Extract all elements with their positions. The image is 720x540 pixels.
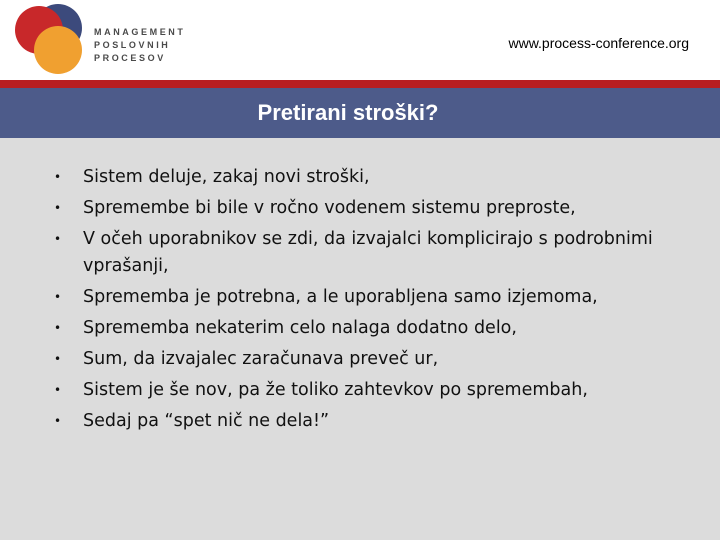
list-item	[54, 377, 694, 404]
brand-line: PROCESOV	[94, 53, 166, 63]
conference-url: www.process-conference.org	[508, 35, 689, 51]
header	[0, 0, 720, 80]
bullet-text: Sprememba nekaterim celo nalaga dodatno delo,	[83, 318, 517, 338]
list-item	[54, 346, 694, 373]
brand-line: POSLOVNIH	[94, 40, 171, 50]
list-item	[54, 284, 694, 311]
bullet-icon: •	[54, 321, 62, 335]
slide-title: Pretirani stroški?	[257, 100, 439, 125]
bullet-text: Sum, da izvajalec zaračunava preveč ur,	[83, 349, 439, 369]
bullet-icon: •	[54, 290, 62, 304]
list-item	[54, 408, 694, 435]
bullet-icon: •	[54, 170, 62, 184]
bullet-text: Sistem je še nov, pa že toliko zahtevkov po spremembah,	[83, 380, 588, 400]
bullet-text: Sprememba je potrebna, a le uporabljena samo izjemoma,	[83, 287, 598, 307]
company-logo	[14, 2, 84, 76]
bullet-text: Sistem deluje, zakaj novi stroški,	[83, 167, 370, 187]
list-item	[54, 226, 694, 280]
list-item	[54, 164, 694, 191]
bullet-icon: •	[54, 383, 62, 397]
list-item	[54, 195, 694, 222]
bullet-icon: •	[54, 201, 62, 215]
brand-name	[94, 26, 186, 65]
accent-divider	[0, 80, 720, 88]
bullet-text: Sedaj pa “spet nič ne dela!”	[83, 411, 330, 431]
bullet-list	[54, 164, 694, 439]
bullet-icon: •	[54, 414, 62, 428]
bullet-icon: •	[54, 232, 62, 246]
bullet-text: V očeh uporabnikov se zdi, da izvajalci komplicirajo s podrobnimi vprašanji,	[83, 229, 653, 276]
bullet-icon: •	[54, 352, 62, 366]
brand-line: MANAGEMENT	[94, 27, 186, 37]
list-item	[54, 315, 694, 342]
bullet-text: Spremembe bi bile v ročno vodenem sistemu preproste,	[83, 198, 576, 218]
